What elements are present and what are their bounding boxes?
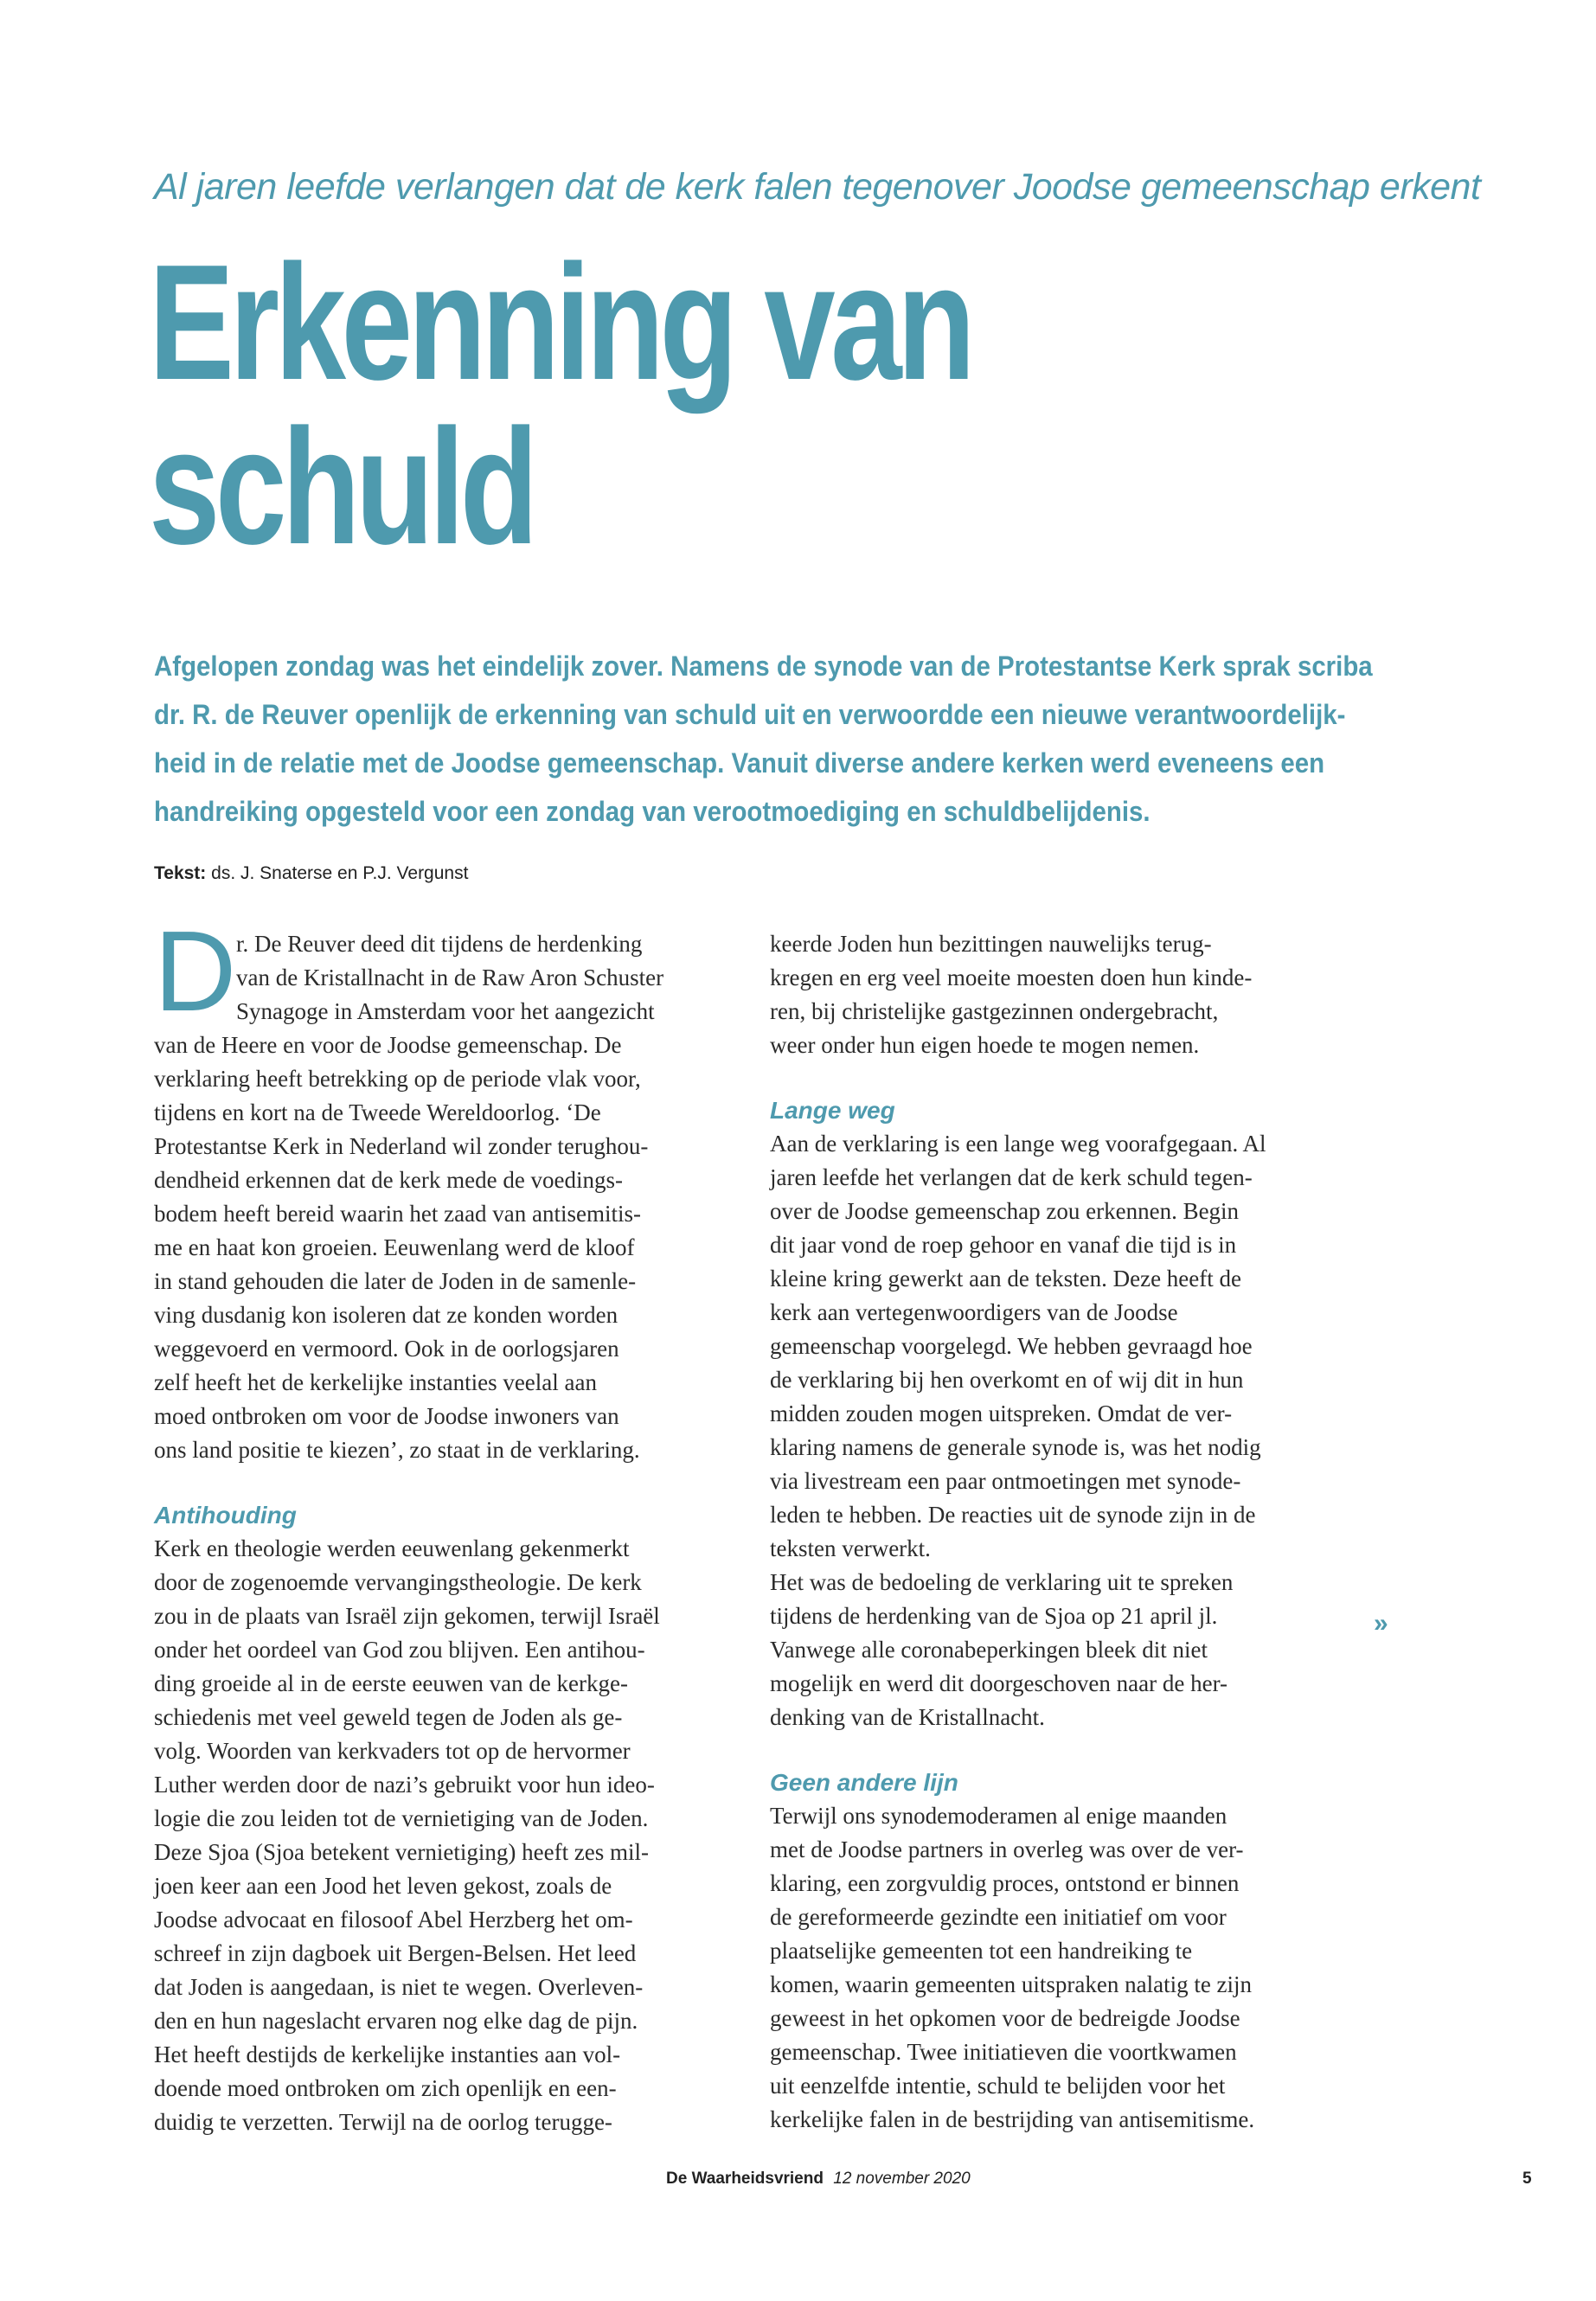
body-line: van de Heere en voor de Joodse gemeenschap. De <box>154 1032 622 1058</box>
body-line: Deze Sjoa (Sjoa betekent vernietiging) heeft zes mil- <box>154 1839 650 1865</box>
paragraph <box>770 1127 1349 1734</box>
paragraph <box>154 1029 734 1467</box>
body-line: zou in de plaats van Israël zijn gekomen, terwijl Israël <box>154 1603 660 1629</box>
body-line: Kerk en theologie werden eeuwenlang gekenmerkt <box>154 1535 630 1561</box>
body-line: de verklaring bij hen overkomt en of wij dit in hun <box>770 1367 1244 1393</box>
lead-line: handreiking opgesteld voor een zondag van verootmoediging en schuldbelijdenis. <box>154 796 1151 827</box>
body-line: onder het oordeel van God zou blijven. Een antihou- <box>154 1637 645 1663</box>
lead-line: Afgelopen zondag was het eindelijk zover. Namens de synode van de Protestantse Kerk sprak scriba <box>154 651 1373 682</box>
body-line: verklaring heeft betrekking op de periode vlak voor, <box>154 1066 641 1092</box>
body-line: logie die zou leiden tot de vernietiging van de Joden. <box>154 1805 649 1831</box>
body-line: me en haat kon groeien. Eeuwenlang werd de kloof <box>154 1234 635 1260</box>
body-line: dat Joden is aangedaan, is niet te wegen. Overleven- <box>154 1974 644 2000</box>
body-line: tijdens de herdenking van de Sjoa op 21 april jl. <box>770 1603 1218 1629</box>
body-line: weggevoerd en vermoord. Ook in de oorlogsjaren <box>154 1336 619 1362</box>
body-line: keerde Joden hun bezittingen nauwelijks terug- <box>770 931 1212 957</box>
body-line: weer onder hun eigen hoede te mogen nemen. <box>770 1032 1200 1058</box>
body-line: met de Joodse partners in overleg was over de ver- <box>770 1836 1244 1862</box>
body-line: Protestantse Kerk in Nederland wil zonder terughou- <box>154 1133 649 1159</box>
body-line: komen, waarin gemeenten uitspraken nalatig te zijn <box>770 1971 1253 1997</box>
paragraph <box>154 1532 734 2139</box>
body-line: kerk aan vertegenwoordigers van de Joodse <box>770 1299 1178 1325</box>
body-line: gemeenschap voorgelegd. We hebben gevraagd hoe <box>770 1333 1253 1359</box>
body-line: ving dusdanig kon isoleren dat ze konden worden <box>154 1302 619 1328</box>
body-line: Luther werden door de nazi’s gebruikt voor hun ideo- <box>154 1772 655 1798</box>
lead-line: heid in de relatie met de Joodse gemeenschap. Vanuit diverse andere kerken werd eveneens een <box>154 747 1325 779</box>
publication-date: 12 november 2020 <box>833 2170 971 2188</box>
body-line: duidig te verzetten. Terwijl na de oorlog terugge- <box>154 2109 612 2135</box>
subheading-geen-andere-lijn: Geen andere lijn <box>770 1769 958 1796</box>
body-line: denking van de Kristallnacht. <box>770 1704 1045 1730</box>
body-line: schreef in zijn dagboek uit Bergen-Belsen. Het leed <box>154 1940 637 1966</box>
body-line: plaatselijke gemeenten tot een handreiking te <box>770 1938 1193 1964</box>
body-line: moed ontbroken om voor de Joodse inwoners van <box>154 1403 619 1429</box>
body-line: zelf heeft het de kerkelijke instanties veelal aan <box>154 1369 597 1395</box>
subheading-antihouding: Antihouding <box>154 1502 297 1529</box>
body-line: tijdens en kort na de Tweede Wereldoorlog. ‘De <box>154 1099 601 1125</box>
body-line: joen keer aan een Jood het leven gekost, zoals de <box>154 1873 612 1899</box>
body-line: klaring, een zorgvuldig proces, ontstond er binnen <box>770 1870 1240 1896</box>
body-line: geweest in het opkomen voor de bedreigde Joodse <box>770 2005 1240 2031</box>
body-line: ons land positie te kiezen’, zo staat in de verklaring. <box>154 1437 640 1463</box>
body-line: kregen en erg veel moeite moesten doen hun kinde- <box>770 965 1253 990</box>
publication-name: De Waarheidsvriend <box>666 2170 824 2188</box>
page-number: 5 <box>1522 2170 1532 2188</box>
body-line: Aan de verklaring is een lange weg voorafgegaan. Al <box>770 1131 1266 1157</box>
headline <box>149 231 1202 579</box>
left-column <box>154 927 734 2139</box>
body-line: Joodse advocaat en filosoof Abel Herzberg het om- <box>154 1907 633 1932</box>
body-line: den en hun nageslacht ervaren nog elke dag de pijn. <box>154 2008 638 2034</box>
body-line: de gereformeerde gezindte een initiatief om voor <box>770 1904 1227 1930</box>
body-line: klaring namens de generale synode is, was het nodig <box>770 1434 1261 1460</box>
paragraph <box>770 927 1349 1062</box>
body-line: r. De Reuver deed dit tijdens de herdenking <box>236 931 643 957</box>
headline-line-2: schuld <box>149 395 534 579</box>
lead-paragraph <box>154 642 1373 836</box>
footer-publication <box>666 2170 971 2189</box>
body-line: jaren leefde het verlangen dat de kerk schuld tegen- <box>770 1164 1253 1190</box>
body-line: over de Joodse gemeenschap zou erkennen. Begin <box>770 1198 1240 1224</box>
body-line: schiedenis met veel geweld tegen de Joden als ge- <box>154 1704 623 1730</box>
continue-arrow-icon: » <box>1374 1609 1388 1638</box>
body-line: Terwijl ons synodemoderamen al enige maanden <box>770 1803 1227 1829</box>
body-line: midden zouden mogen uitspreken. Omdat de ver- <box>770 1400 1233 1426</box>
body-line: teksten verwerkt. <box>770 1535 931 1561</box>
body-line: in stand gehouden die later de Joden in de samenle- <box>154 1268 637 1294</box>
body-line: via livestream een paar ontmoetingen met synode- <box>770 1468 1241 1494</box>
drop-cap: D <box>154 907 237 1035</box>
lead-line: dr. R. de Reuver openlijk de erkenning van schuld uit en verwoordde een nieuwe verantwoordelijk- <box>154 699 1346 730</box>
paragraph <box>770 1799 1349 2137</box>
body-line: kleine kring gewerkt aan de teksten. Deze heeft de <box>770 1266 1241 1292</box>
subheading-lange-weg: Lange weg <box>770 1097 895 1124</box>
headline-line-1: Erkenning van <box>149 231 971 414</box>
right-column <box>770 927 1349 2137</box>
body-line: dit jaar vond de roep gehoor en vanaf die tijd is in <box>770 1232 1237 1258</box>
author-credit <box>154 863 468 884</box>
intro-lines <box>154 927 734 1029</box>
body-line: door de zogenoemde vervangingstheologie. De kerk <box>154 1569 642 1595</box>
body-line: Synagoge in Amsterdam voor het aangezicht <box>236 998 655 1024</box>
credit-label: Tekst: <box>154 863 207 883</box>
credit-names: ds. J. Snaterse en P.J. Vergunst <box>211 863 469 883</box>
body-line: ding groeide al in de eerste eeuwen van de kerkge- <box>154 1670 629 1696</box>
body-line: kerkelijke falen in de bestrijding van antisemitisme. <box>770 2106 1255 2132</box>
body-line: bodem heeft bereid waarin het zaad van antisemitis- <box>154 1201 642 1227</box>
body-line: Het heeft destijds de kerkelijke instanties aan vol- <box>154 2041 621 2067</box>
body-line: Het was de bedoeling de verklaring uit te spreken <box>770 1569 1234 1595</box>
body-line: gemeenschap. Twee initiatieven die voortkwamen <box>770 2039 1237 2065</box>
body-line: leden te hebben. De reacties uit de synode zijn in de <box>770 1502 1256 1528</box>
body-line: uit eenzelfde intentie, schuld te belijden voor het <box>770 2073 1226 2099</box>
body-line: Vanwege alle coronabeperkingen bleek dit niet <box>770 1637 1208 1663</box>
body-line: doende moed ontbroken om zich openlijk en een- <box>154 2075 617 2101</box>
body-line: ren, bij christelijke gastgezinnen ondergebracht, <box>770 998 1219 1024</box>
kicker: Al jaren leefde verlangen dat de kerk falen tegenover Joodse gemeenschap erkent <box>154 166 1481 208</box>
body-line: dendheid erkennen dat de kerk mede de voedings- <box>154 1167 624 1193</box>
body-line: mogelijk en werd dit doorgeschoven naar de her- <box>770 1670 1228 1696</box>
body-line: van de Kristallnacht in de Raw Aron Schuster <box>236 965 664 990</box>
body-line: volg. Woorden van kerkvaders tot op de hervormer <box>154 1738 631 1764</box>
